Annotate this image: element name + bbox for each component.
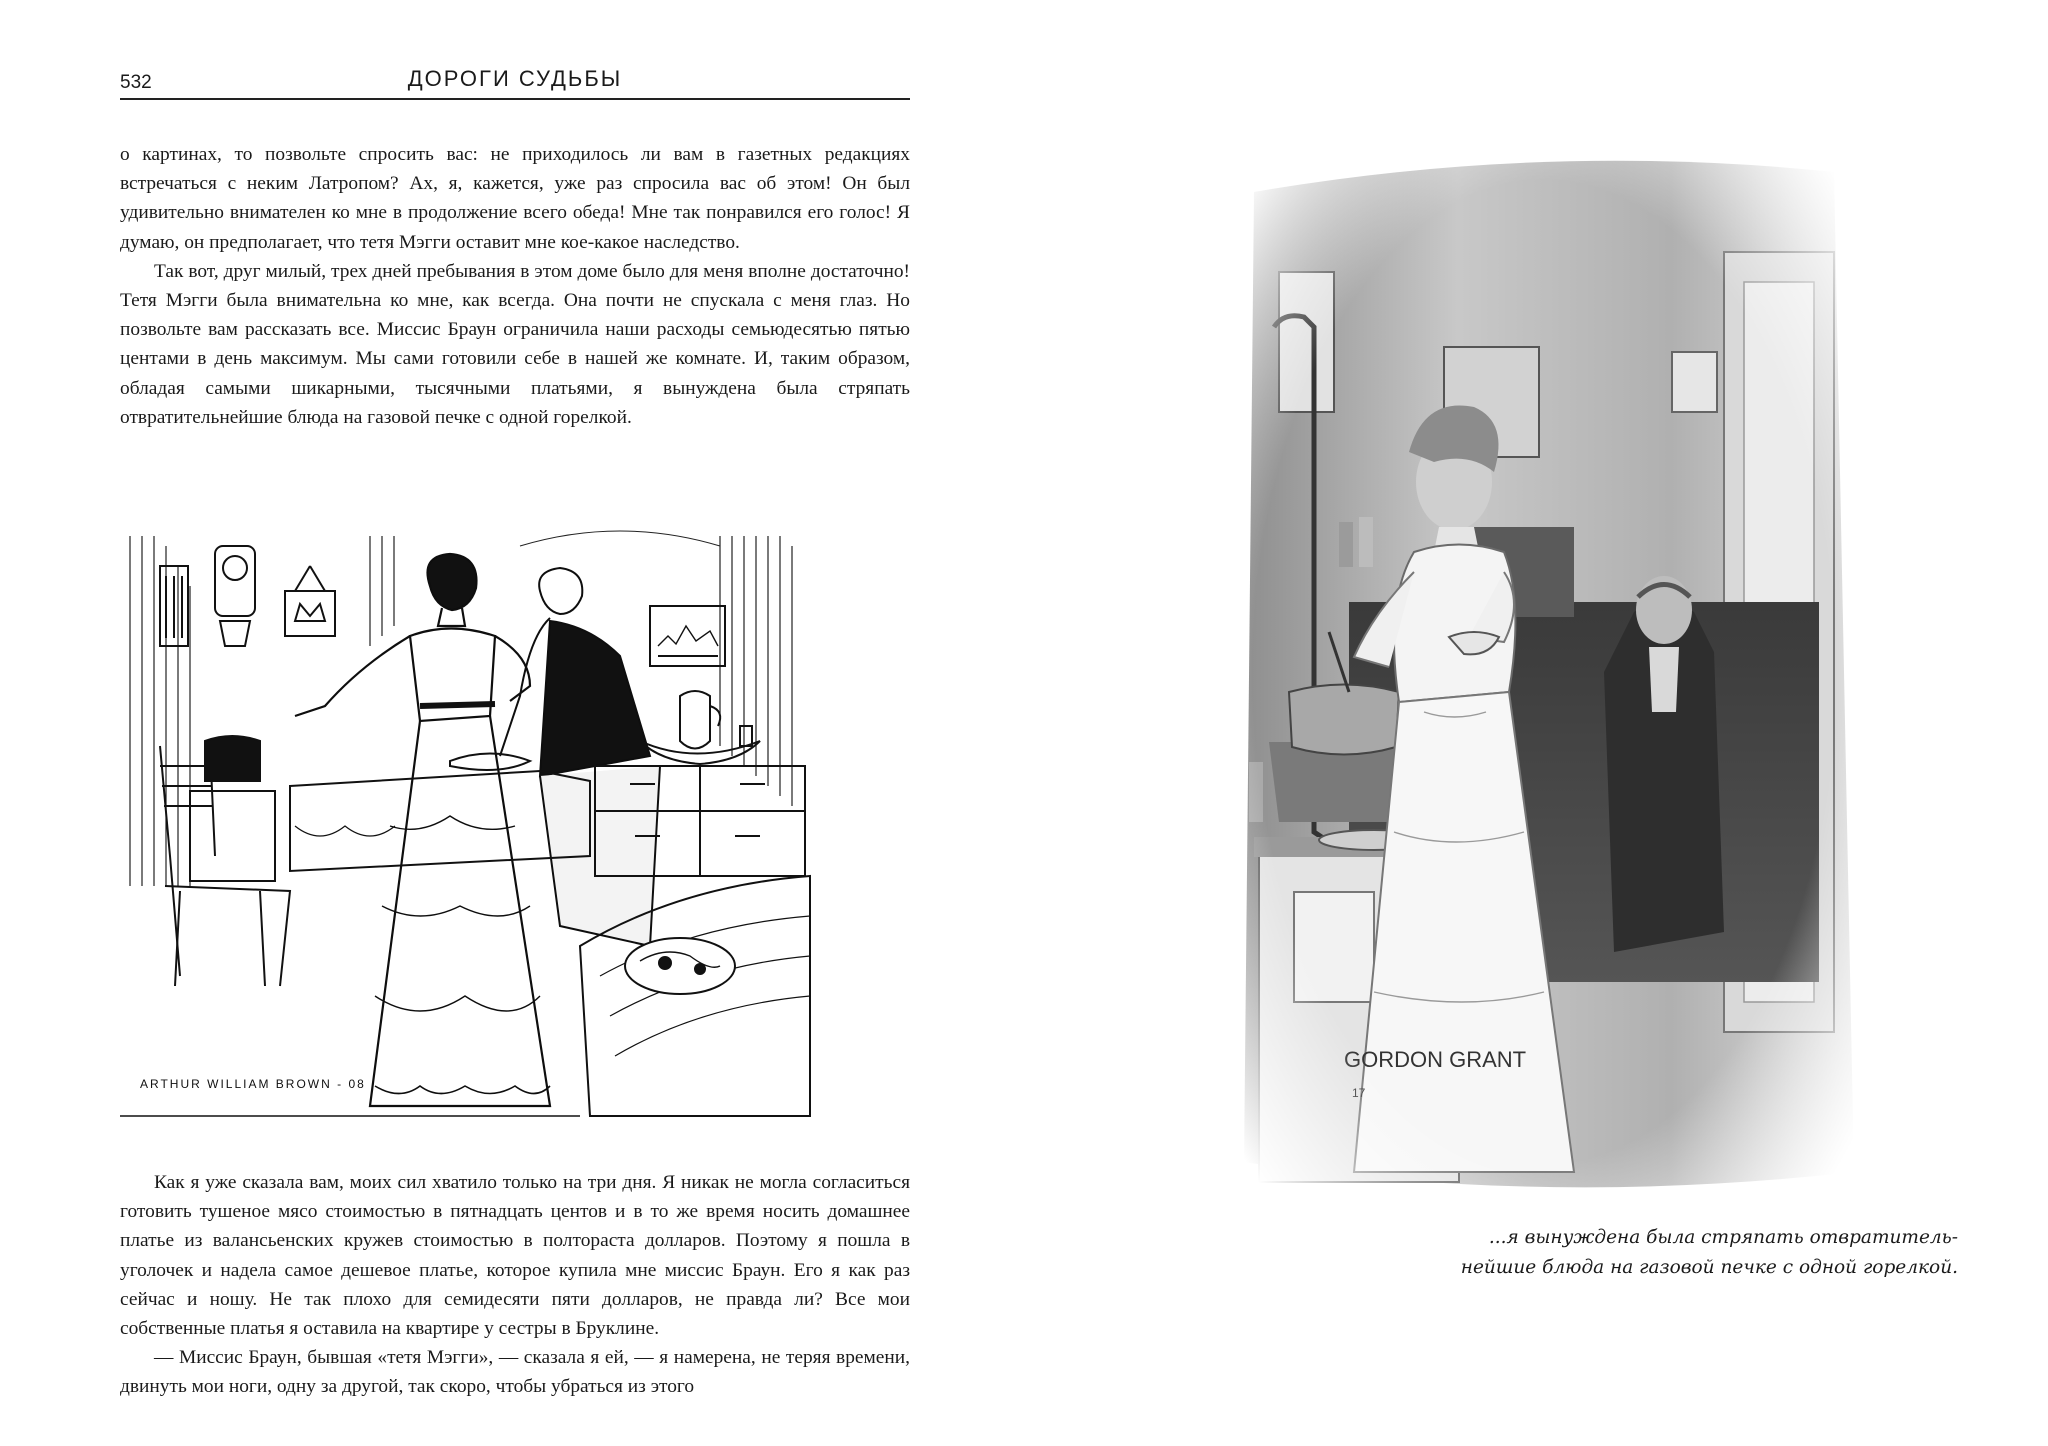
- caption-line: ...я вынуждена была стряпать отвратитель-: [1488, 1227, 1958, 1248]
- running-head: [120, 60, 910, 100]
- illustration-caption: [1430, 1223, 1958, 1283]
- body-text-top: [120, 140, 910, 432]
- running-title: ДОРОГИ СУДЬБЫ: [407, 66, 623, 91]
- ink-illustration-two-women-in-room: [120, 526, 910, 1126]
- pencil-illustration-woman-cooking: [1224, 132, 1864, 1212]
- paragraph: Так вот, друг милый, трех дней пребывания в этом доме было для меня вполне достаточно! Тетя Мэгги была внимательна ко мне, как всегда. Она почти не спускала с меня глаз. Но позвольте вам рассказать все. Миссис Браун ограничила наши расходы семьюдесятью пятью центами в день максимум. Мы сами готовили себе в нашей же комнате. И, таким образом, обладая самыми шикарными, тысячными платьями, я вынуждена была стряпать отвратительнейшие блюда на газовой печке с одной горелкой.: [120, 260, 910, 428]
- ink-drawing: [120, 526, 910, 1126]
- illustration-signature: ARTHUR WILLIAM BROWN - 08: [140, 1077, 366, 1091]
- pencil-drawing: [1224, 132, 1864, 1212]
- paragraph: Как я уже сказала вам, моих сил хватило только на три дня. Я никак не могла согласиться готовить тушеное мясо стоимостью в пятнадцать центов и в то же время носить домашнее платье из валансьенских кружев стоимостью в полтораста долларов. Поэтому я пошла в уголочек и надела самое дешевое платье, которое купила мне миссис Браун. Его я как раз сейчас и ношу. Не так плохо для семидесяти пяти долларов, не правда ли? Все мои собственные платья я оставила на квартире у сестры в Бруклине.: [120, 1172, 910, 1340]
- paragraph: о картинах, то позвольте спросить вас: не приходилось ли вам в газетных редакциях встречаться с неким Латропом? Ах, я, кажется, уже раз спросила вас об этом! Он был удивительно внимателен ко мне в продолжение всего обеда! Мне так понравился его голос! Я думаю, он предполагает, что тетя Мэгги оставит мне кое-какое наследство.: [120, 144, 910, 253]
- caption-line: нейшие блюда на газовой печке с одной горелкой.: [1460, 1257, 1958, 1278]
- page-number: 532: [120, 72, 152, 93]
- right-page: [1200, 60, 1960, 1390]
- paragraph: — Миссис Браун, бывшая «тетя Мэгги», — сказала я ей, — я намерена, не теряя времени, двинуть мои ноги, одну за другой, так скоро, чтобы убраться из этого: [120, 1347, 910, 1398]
- left-page: [120, 60, 910, 1398]
- body-text-bottom: [120, 1168, 910, 1402]
